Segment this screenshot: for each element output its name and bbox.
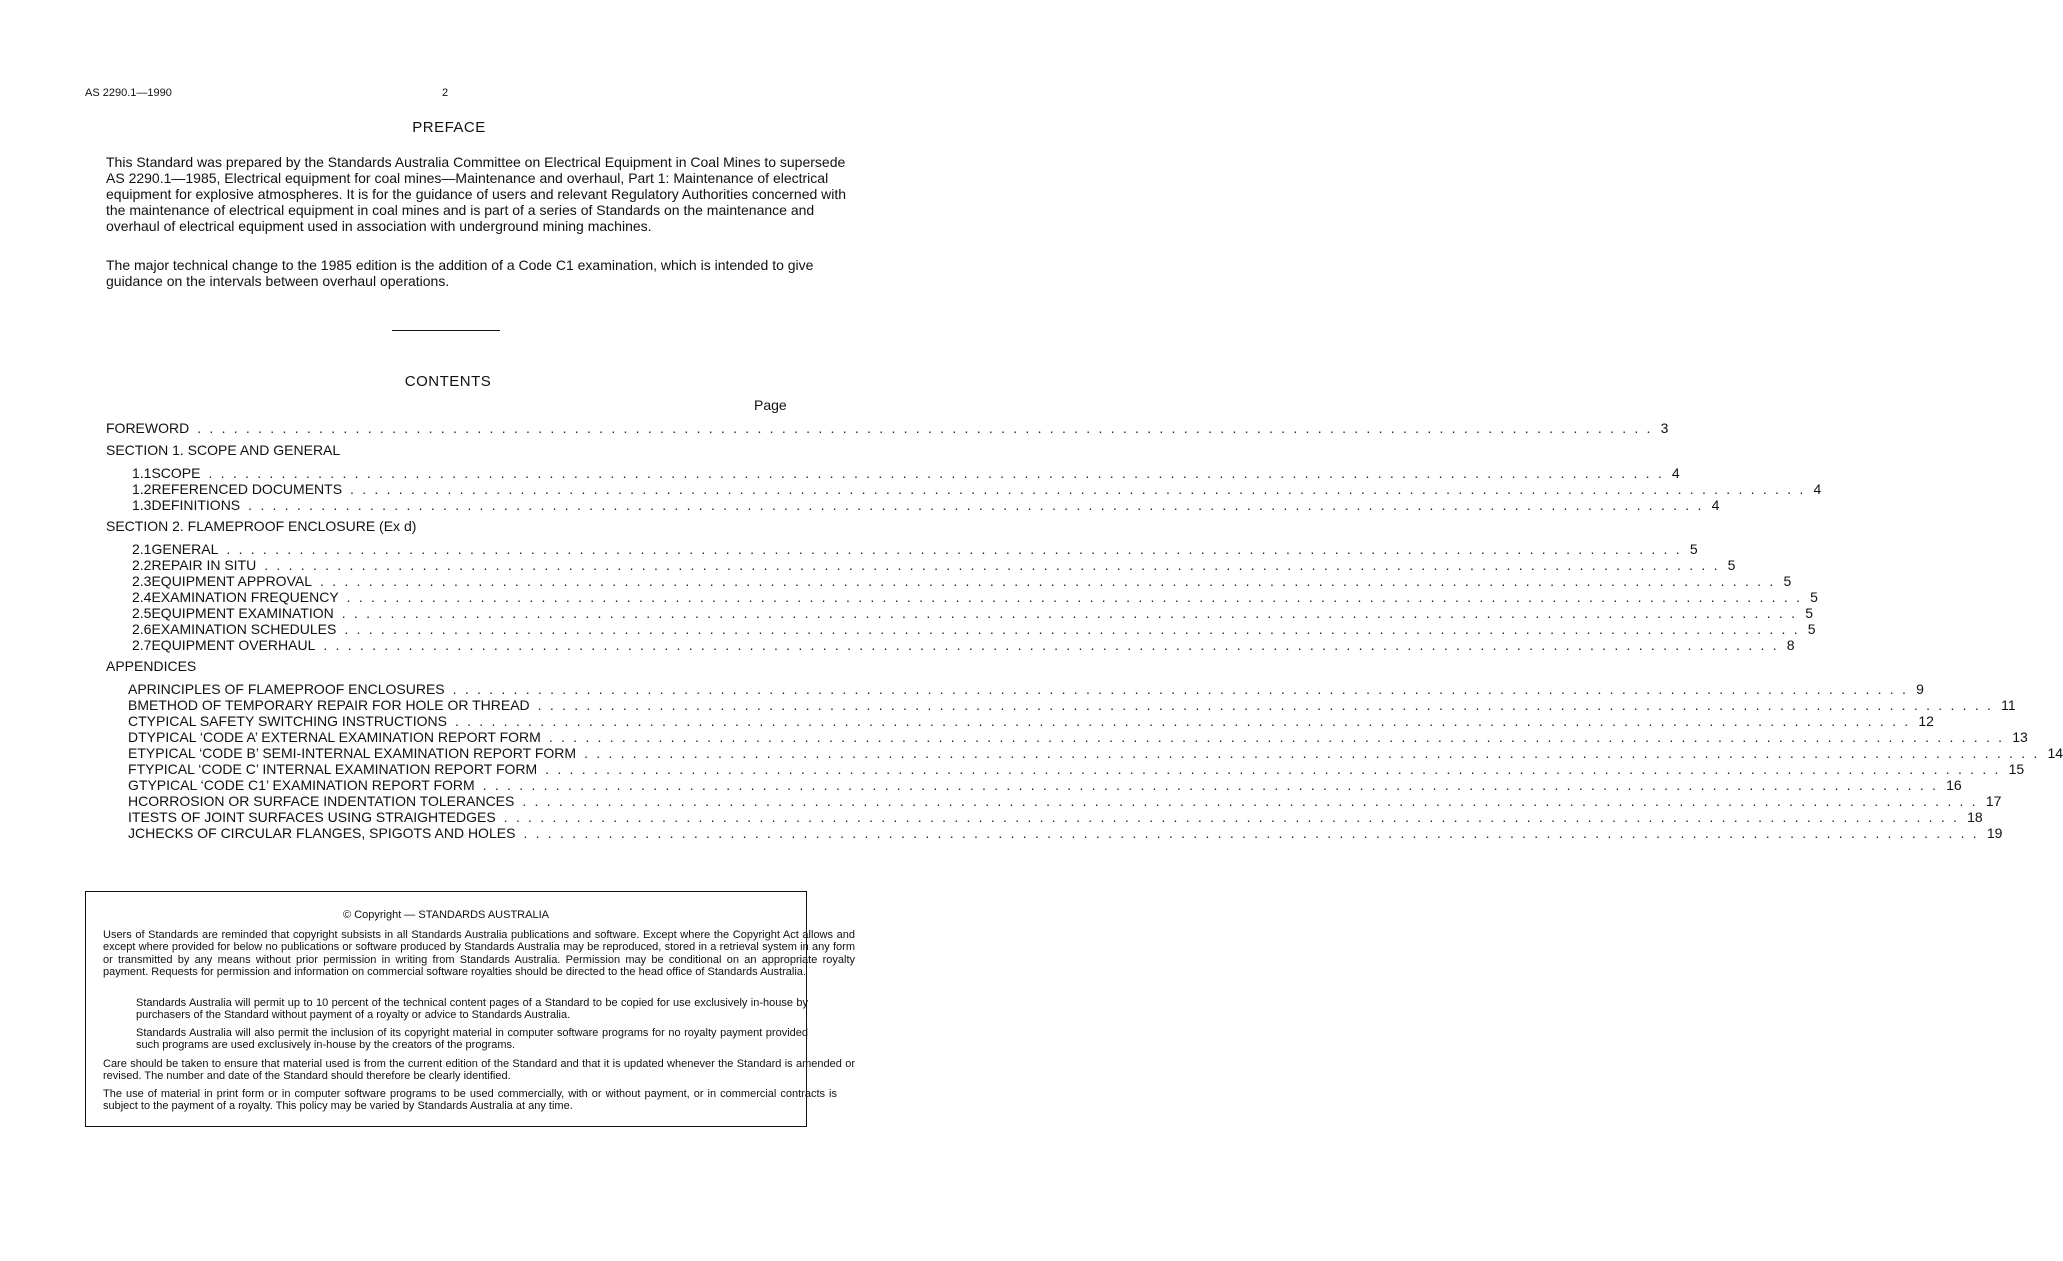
toc-entry-page: 15 — [2008, 761, 2025, 777]
dot-leader: . . . . . . . . . . . . . . . . . . . . . . . . . . . . . . . . . . . . . . . . . . . . . . . . . . . . . . . . . . . . . . . . . . . . . . . . . . . . . . . . . . . . . . . . . . . . . . . . . . . . . . . . . . . . . . . . . . . . . . . . — [346, 589, 1803, 605]
dot-leader: . . . . . . . . . . . . . . . . . . . . . . . . . . . . . . . . . . . . . . . . . . . . . . . . . . . . . . . . . . . . . . . . . . . . . . . . . . . . . . . . . . . . . . . . . . . . . . . . . . . . . . . . . . . . . . . . . . . . . . . . — [503, 809, 1960, 825]
toc-entry-page: 5 — [1805, 605, 1813, 621]
toc-entry-number: 2.6 — [132, 621, 152, 637]
toc-entry-title: GENERAL — [151, 541, 219, 557]
toc-entry-page: 19 — [1986, 825, 2003, 841]
toc-entry-number: H — [128, 793, 139, 809]
toc-entry-page: 17 — [1985, 793, 2002, 809]
toc-appendix-entry[interactable] — [128, 761, 2025, 777]
dot-leader: . . . . . . . . . . . . . . . . . . . . . . . . . . . . . . . . . . . . . . . . . . . . . . . . . . . . . . . . . . . . . . . . . . . . . . . . . . . . . . . . . . . . . . . . . . . . . . . . . . . . . . . . . . . . . . . . . . . . . . . . — [454, 713, 1911, 729]
copyright-notice-box — [85, 891, 855, 1127]
toc-entry[interactable] — [132, 465, 1680, 481]
toc-entry-foreword[interactable] — [106, 420, 1669, 436]
toc-entry-title: SCOPE — [151, 465, 201, 481]
toc-entry-title: TYPICAL ‘CODE C’ INTERNAL EXAMINATION REPORT FORM — [136, 761, 538, 777]
toc-entry[interactable] — [132, 621, 1816, 637]
toc-entry-number: 2.5 — [132, 605, 152, 621]
dot-leader: . . . . . . . . . . . . . . . . . . . . . . . . . . . . . . . . . . . . . . . . . . . . . . . . . . . . . . . . . . . . . . . . . . . . . . . . . . . . . . . . . . . . . . . . . . . . . . . . . . . . . . . . . . . . . . . . . . . . . . . . — [341, 605, 1798, 621]
dot-leader: . . . . . . . . . . . . . . . . . . . . . . . . . . . . . . . . . . . . . . . . . . . . . . . . . . . . . . . . . . . . . . . . . . . . . . . . . . . . . . . . . . . . . . . . . . . . . . . . . . . . . . . . . . . . . . . . . . . . . . . . — [482, 777, 1939, 793]
toc-appendix-entry[interactable] — [128, 713, 1934, 729]
toc-entry-number: C — [128, 713, 139, 729]
section-2-heading: SECTION 2. FLAMEPROOF ENCLOSURE (Ex d) — [106, 518, 417, 534]
toc-entry-title: REFERENCED DOCUMENTS — [151, 481, 343, 497]
toc-entry-title: REPAIR IN SITU — [151, 557, 257, 573]
toc-entry-title: EQUIPMENT APPROVAL — [151, 573, 312, 589]
toc-entry[interactable] — [132, 573, 1792, 589]
copyright-paragraph: Care should be taken to ensure that material used is from the current edition of the Standard and that it is updated whenever the Standard is amended or revised. The number and date of the Standard should therefore be clearly identified. — [103, 1058, 855, 1083]
toc-entry-page: 5 — [1727, 557, 1736, 573]
toc-entry-page: 8 — [1786, 637, 1795, 653]
toc-appendix-entry[interactable] — [128, 681, 1924, 697]
toc-entry-page: 18 — [1967, 809, 1983, 825]
toc-entry-title: PRINCIPLES OF FLAMEPROOF ENCLOSURES — [137, 681, 445, 697]
toc-entry-title: CHECKS OF CIRCULAR FLANGES, SPIGOTS AND HOLES — [135, 825, 516, 841]
contents-title: CONTENTS — [404, 373, 492, 390]
toc-appendix-entry[interactable] — [128, 825, 2003, 841]
toc-entry-number: E — [128, 745, 138, 761]
copyright-paragraph: Users of Standards are reminded that copyright subsists in all Standards Australia publications and software. Except where the Copyright Act allows and except where provided for below no publications or software produced by Standards Australia may be reproduced, stored in a retrieval system in any form or transmitted by any means without prior permission in writing from Standards Australia. Permission may be conditional on an appropriate royalty payment. Requests for permission and information on commercial software royalties should be directed to the head office of Standards Australia. — [103, 929, 855, 978]
toc-entry-number: 1.1 — [132, 465, 152, 481]
dot-leader: . . . . . . . . . . . . . . . . . . . . . . . . . . . . . . . . . . . . . . . . . . . . . . . . . . . . . . . . . . . . . . . . . . . . . . . . . . . . . . . . . . . . . . . . . . . . . . . . . . . . . . . . . . . . . . . . . . . . . . . . — [548, 729, 2005, 745]
dot-leader: . . . . . . . . . . . . . . . . . . . . . . . . . . . . . . . . . . . . . . . . . . . . . . . . . . . . . . . . . . . . . . . . . . . . . . . . . . . . . . . . . . . . . . . . . . . . . . . . . . . . . . . . . . . . . . . . . . . . . . . . — [208, 465, 1664, 481]
toc-entry[interactable] — [132, 637, 1795, 653]
dot-leader: . . . . . . . . . . . . . . . . . . . . . . . . . . . . . . . . . . . . . . . . . . . . . . . . . . . . . . . . . . . . . . . . . . . . . . . . . . . . . . . . . . . . . . . . . . . . . . . . . . . . . . . . . . . . . . . . . . . . . . . . — [452, 681, 1909, 697]
toc-entry-page: 4 — [1671, 465, 1680, 481]
dot-leader: . . . . . . . . . . . . . . . . . . . . . . . . . . . . . . . . . . . . . . . . . . . . . . . . . . . . . . . . . . . . . . . . . . . . . . . . . . . . . . . . . . . . . . . . . . . . . . . . . . . . . . . . . . . . . . . . . . . . . . . . — [226, 541, 1682, 557]
toc-entry-number: 2.3 — [132, 573, 152, 589]
toc-entry-number: I — [128, 809, 132, 825]
toc-entry-number: 2.7 — [132, 637, 152, 653]
dot-leader: . . . . . . . . . . . . . . . . . . . . . . . . . . . . . . . . . . . . . . . . . . . . . . . . . . . . . . . . . . . . . . . . . . . . . . . . . . . . . . . . . . . . . . . . . . . . . . . . . . . . . . . . . . . . . . . . . . . . . . . . — [320, 573, 1776, 589]
toc-entry-page: 3 — [1660, 420, 1669, 436]
preface-paragraph-1: This Standard was prepared by the Standards Australia Committee on Electrical Equipment in Coal Mines to supersede AS 2290.1—1985, Electrical equipment for coal mines—Maintenance and overhaul, Part 1: Maintenance of electrical equipment for explosive atmospheres. It is for the guidance of users and relevant Regulatory Authorities concerned with the maintenance of electrical equipment in coal mines and is part of a series of Standards on the maintenance and overhaul of electrical equipment used in association with underground mining machines. — [106, 154, 847, 234]
copyright-title: © Copyright — STANDARDS AUSTRALIA — [343, 909, 549, 921]
toc-entry-title: TESTS OF JOINT SURFACES USING STRAIGHTEDGES — [131, 809, 496, 825]
toc-entry-title: TYPICAL ‘CODE A’ EXTERNAL EXAMINATION REPORT FORM — [138, 729, 541, 745]
toc-entry-title: EQUIPMENT EXAMINATION — [151, 605, 334, 621]
toc-entry-title: FOREWORD — [106, 420, 190, 436]
copyright-paragraph: The use of material in print form or in computer software programs to be used commercially, with or without payment, or in commercial contracts is subject to the payment of a royalty. This policy may be varied by Standards Australia at any time. — [103, 1088, 837, 1113]
toc-entry-number: 2.2 — [132, 557, 152, 573]
toc-entry-title: EXAMINATION FREQUENCY — [151, 589, 339, 605]
dot-leader: . . . . . . . . . . . . . . . . . . . . . . . . . . . . . . . . . . . . . . . . . . . . . . . . . . . . . . . . . . . . . . . . . . . . . . . . . . . . . . . . . . . . . . . . . . . . . . . . . . . . . . . . . . . . . . . . . . . . . . . . — [537, 697, 1994, 713]
toc-entry-number: 1.2 — [132, 481, 152, 497]
toc-entry-page: 16 — [1946, 777, 1962, 793]
section-1-heading: SECTION 1. SCOPE AND GENERAL — [106, 442, 341, 458]
preface-paragraph-2: The major technical change to the 1985 edition is the addition of a Code C1 examination, which is intended to give guidance on the intervals between overhaul operations. — [106, 257, 814, 289]
toc-appendix-entry[interactable] — [128, 777, 1962, 793]
dot-leader: . . . . . . . . . . . . . . . . . . . . . . . . . . . . . . . . . . . . . . . . . . . . . . . . . . . . . . . . . . . . . . . . . . . . . . . . . . . . . . . . . . . . . . . . . . . . . . . . . . . . . . . . . . . . . . . . . . . . . . . . — [350, 481, 1806, 497]
copyright-paragraph: Standards Australia will also permit the inclusion of its copyright material in computer software programs for no royalty payment provided such programs are used exclusively in-house by the creators of the programs. — [136, 1027, 808, 1052]
dot-leader: . . . . . . . . . . . . . . . . . . . . . . . . . . . . . . . . . . . . . . . . . . . . . . . . . . . . . . . . . . . . . . . . . . . . . . . . . . . . . . . . . . . . . . . . . . . . . . . . . . . . . . . . . . . . . . . . . . . . . . . . — [584, 745, 2040, 761]
dot-leader: . . . . . . . . . . . . . . . . . . . . . . . . . . . . . . . . . . . . . . . . . . . . . . . . . . . . . . . . . . . . . . . . . . . . . . . . . . . . . . . . . . . . . . . . . . . . . . . . . . . . . . . . . . . . . . . . . . . . . . . . — [344, 621, 1800, 637]
toc-entry-title: TYPICAL ‘CODE B’ SEMI-INTERNAL EXAMINATION REPORT FORM — [137, 745, 577, 761]
toc-entry-title: CORROSION OR SURFACE INDENTATION TOLERANCES — [138, 793, 515, 809]
toc-entry[interactable] — [132, 605, 1813, 621]
toc-appendix-entry[interactable] — [128, 729, 2028, 745]
document-id: AS 2290.1—1990 — [85, 87, 172, 99]
toc-entry-page: 11 — [2001, 697, 2016, 713]
page-number: 2 — [442, 87, 449, 99]
toc-entry-title: TYPICAL ‘CODE C1’ EXAMINATION REPORT FORM — [138, 777, 475, 793]
appendices-heading: APPENDICES — [106, 658, 197, 674]
toc-entry-number: A — [128, 681, 138, 697]
toc-entry-title: EXAMINATION SCHEDULES — [151, 621, 337, 637]
toc-entry-number: F — [128, 761, 137, 777]
copyright-paragraph: Standards Australia will permit up to 10 percent of the technical content pages of a Standard to be copied for use exclusively in-house by purchasers of the Standard without payment of a royalty or advice to Standards Australia. — [136, 997, 808, 1022]
toc-entry-number: 2.1 — [132, 541, 152, 557]
toc-entry-page: 13 — [2012, 729, 2028, 745]
toc-entry-page: 5 — [1689, 541, 1698, 557]
preface-title: PREFACE — [412, 119, 486, 136]
toc-entry-page: 4 — [1813, 481, 1822, 497]
toc-appendix-entry[interactable] — [128, 745, 2063, 761]
toc-entry-title: EQUIPMENT OVERHAUL — [151, 637, 316, 653]
dot-leader: . . . . . . . . . . . . . . . . . . . . . . . . . . . . . . . . . . . . . . . . . . . . . . . . . . . . . . . . . . . . . . . . . . . . . . . . . . . . . . . . . . . . . . . . . . . . . . . . . . . . . . . . . . . . . . . . . . . . . . . . — [523, 825, 1979, 841]
toc-appendix-entry[interactable] — [128, 793, 2002, 809]
toc-appendix-entry[interactable] — [128, 809, 1983, 825]
page-column-heading: Page — [754, 397, 787, 413]
toc-entry[interactable] — [132, 589, 1818, 605]
toc-entry-title: DEFINITIONS — [151, 497, 241, 513]
toc-entry-page: 5 — [1783, 573, 1792, 589]
dot-leader: . . . . . . . . . . . . . . . . . . . . . . . . . . . . . . . . . . . . . . . . . . . . . . . . . . . . . . . . . . . . . . . . . . . . . . . . . . . . . . . . . . . . . . . . . . . . . . . . . . . . . . . . . . . . . . . . . . . . . . . . — [197, 420, 1653, 436]
dot-leader: . . . . . . . . . . . . . . . . . . . . . . . . . . . . . . . . . . . . . . . . . . . . . . . . . . . . . . . . . . . . . . . . . . . . . . . . . . . . . . . . . . . . . . . . . . . . . . . . . . . . . . . . . . . . . . . . . . . . . . . . — [545, 761, 2001, 777]
toc-entry[interactable] — [132, 541, 1698, 557]
toc-entry-number: D — [128, 729, 139, 745]
toc-entry-page: 5 — [1807, 621, 1816, 637]
toc-entry-page: 9 — [1916, 681, 1924, 697]
toc-entry-number: G — [128, 777, 139, 793]
toc-entry-number: J — [128, 825, 135, 841]
section-divider — [392, 330, 500, 331]
toc-entry[interactable] — [132, 497, 1720, 513]
dot-leader: . . . . . . . . . . . . . . . . . . . . . . . . . . . . . . . . . . . . . . . . . . . . . . . . . . . . . . . . . . . . . . . . . . . . . . . . . . . . . . . . . . . . . . . . . . . . . . . . . . . . . . . . . . . . . . . . . . . . . . . . — [522, 793, 1978, 809]
toc-entry-page: 14 — [2047, 745, 2063, 761]
dot-leader: . . . . . . . . . . . . . . . . . . . . . . . . . . . . . . . . . . . . . . . . . . . . . . . . . . . . . . . . . . . . . . . . . . . . . . . . . . . . . . . . . . . . . . . . . . . . . . . . . . . . . . . . . . . . . . . . . . . . . . . . — [323, 637, 1779, 653]
toc-entry-title: TYPICAL SAFETY SWITCHING INSTRUCTIONS — [138, 713, 447, 729]
toc-entry-page: 4 — [1711, 497, 1720, 513]
dot-leader: . . . . . . . . . . . . . . . . . . . . . . . . . . . . . . . . . . . . . . . . . . . . . . . . . . . . . . . . . . . . . . . . . . . . . . . . . . . . . . . . . . . . . . . . . . . . . . . . . . . . . . . . . . . . . . . . . . . . . . . . — [264, 557, 1720, 573]
toc-entry-number: 1.3 — [132, 497, 152, 513]
toc-entry-number: B — [128, 697, 138, 713]
dot-leader: . . . . . . . . . . . . . . . . . . . . . . . . . . . . . . . . . . . . . . . . . . . . . . . . . . . . . . . . . . . . . . . . . . . . . . . . . . . . . . . . . . . . . . . . . . . . . . . . . . . . . . . . . . . . . . . . . . . . . . . . — [248, 497, 1704, 513]
toc-entry-number: 2.4 — [132, 589, 152, 605]
toc-entry-page: 5 — [1810, 589, 1818, 605]
toc-entry-page: 12 — [1918, 713, 1934, 729]
toc-appendix-entry[interactable] — [128, 697, 2016, 713]
toc-entry[interactable] — [132, 481, 1822, 497]
toc-entry[interactable] — [132, 557, 1736, 573]
toc-entry-title: METHOD OF TEMPORARY REPAIR FOR HOLE OR THREAD — [137, 697, 530, 713]
